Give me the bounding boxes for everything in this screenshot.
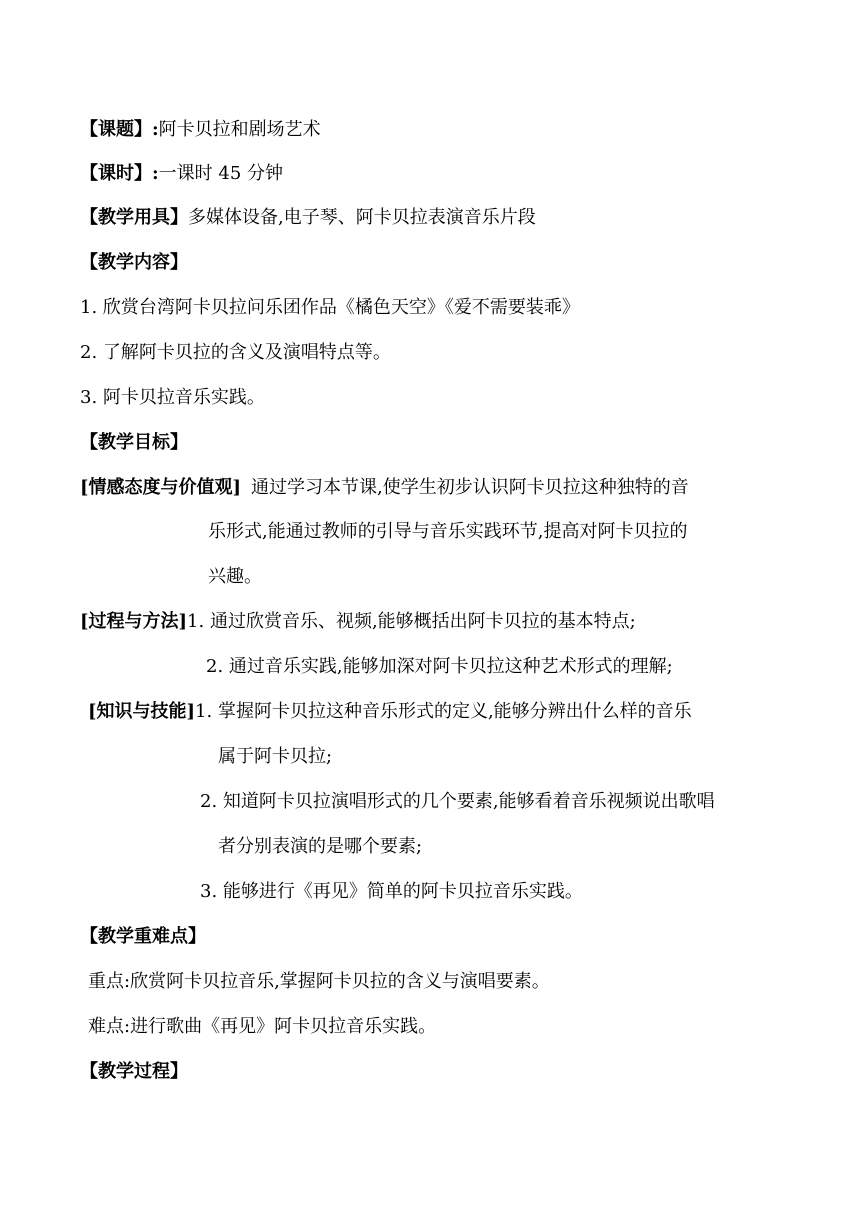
duration-row [80,162,283,186]
keypoint-key: 重点:欣赏阿卡贝拉音乐,掌握阿卡贝拉的含义与演唱要素。 [88,971,550,992]
goal-process-row [80,610,636,634]
goal-knowledge-line-1: 1. 掌握阿卡贝拉这种音乐形式的定义,能够分辨出什么样的音乐 [195,701,692,722]
topic-row [80,118,321,142]
goal-knowledge-line-4: 者分别表演的是哪个要素; [218,836,423,857]
tools-label: 【教学用具】 [80,207,188,228]
tools-row [80,206,536,230]
content-item-1: 1. 欣赏台湾阿卡贝拉问乐团作品《橘色天空》《爱不需要装乖》 [80,297,580,318]
duration-label: 【课时】: [80,163,159,184]
goal-emotion-label: [情感态度与价值观] [80,477,242,498]
keypoints-heading: 【教学重难点】 [80,926,206,947]
process-heading: 【教学过程】 [80,1061,188,1082]
topic-value: 阿卡贝拉和剧场艺术 [158,119,321,140]
goal-knowledge-line-5: 3. 能够进行《再见》简单的阿卡贝拉音乐实践。 [200,881,583,902]
goal-knowledge-line-2: 属于阿卡贝拉; [218,746,333,767]
goal-emotion-line-3: 兴趣。 [208,566,262,587]
tools-value: 多媒体设备,电子琴、阿卡贝拉表演音乐片段 [188,207,536,228]
content-item-3: 3. 阿卡贝拉音乐实践。 [80,387,265,408]
goal-knowledge-row [88,700,692,724]
goal-emotion-line-2: 乐形式,能通过教师的引导与音乐实践环节,提高对阿卡贝拉的 [208,521,688,542]
goal-process-line-1: 1. 通过欣赏音乐、视频,能够概括出阿卡贝拉的基本特点; [187,611,636,632]
goal-emotion-line-1: 通过学习本节课,使学生初步认识阿卡贝拉这种独特的音 [251,477,689,498]
content-heading: 【教学内容】 [80,252,188,273]
topic-label: 【课题】: [80,119,159,140]
goals-heading: 【教学目标】 [80,432,188,453]
goal-process-label: [过程与方法] [80,611,188,632]
goal-knowledge-label: [知识与技能] [88,701,196,722]
goal-process-line-2: 2. 通过音乐实践,能够加深对阿卡贝拉这种艺术形式的理解; [206,656,673,677]
duration-value: 一课时 45 分钟 [158,163,284,184]
content-item-2: 2. 了解阿卡贝拉的含义及演唱特点等。 [80,342,391,363]
goal-emotion-row [80,476,689,500]
keypoint-difficult: 难点:进行歌曲《再见》阿卡贝拉音乐实践。 [88,1016,437,1037]
goal-knowledge-line-3: 2. 知道阿卡贝拉演唱形式的几个要素,能够看着音乐视频说出歌唱 [200,791,715,812]
